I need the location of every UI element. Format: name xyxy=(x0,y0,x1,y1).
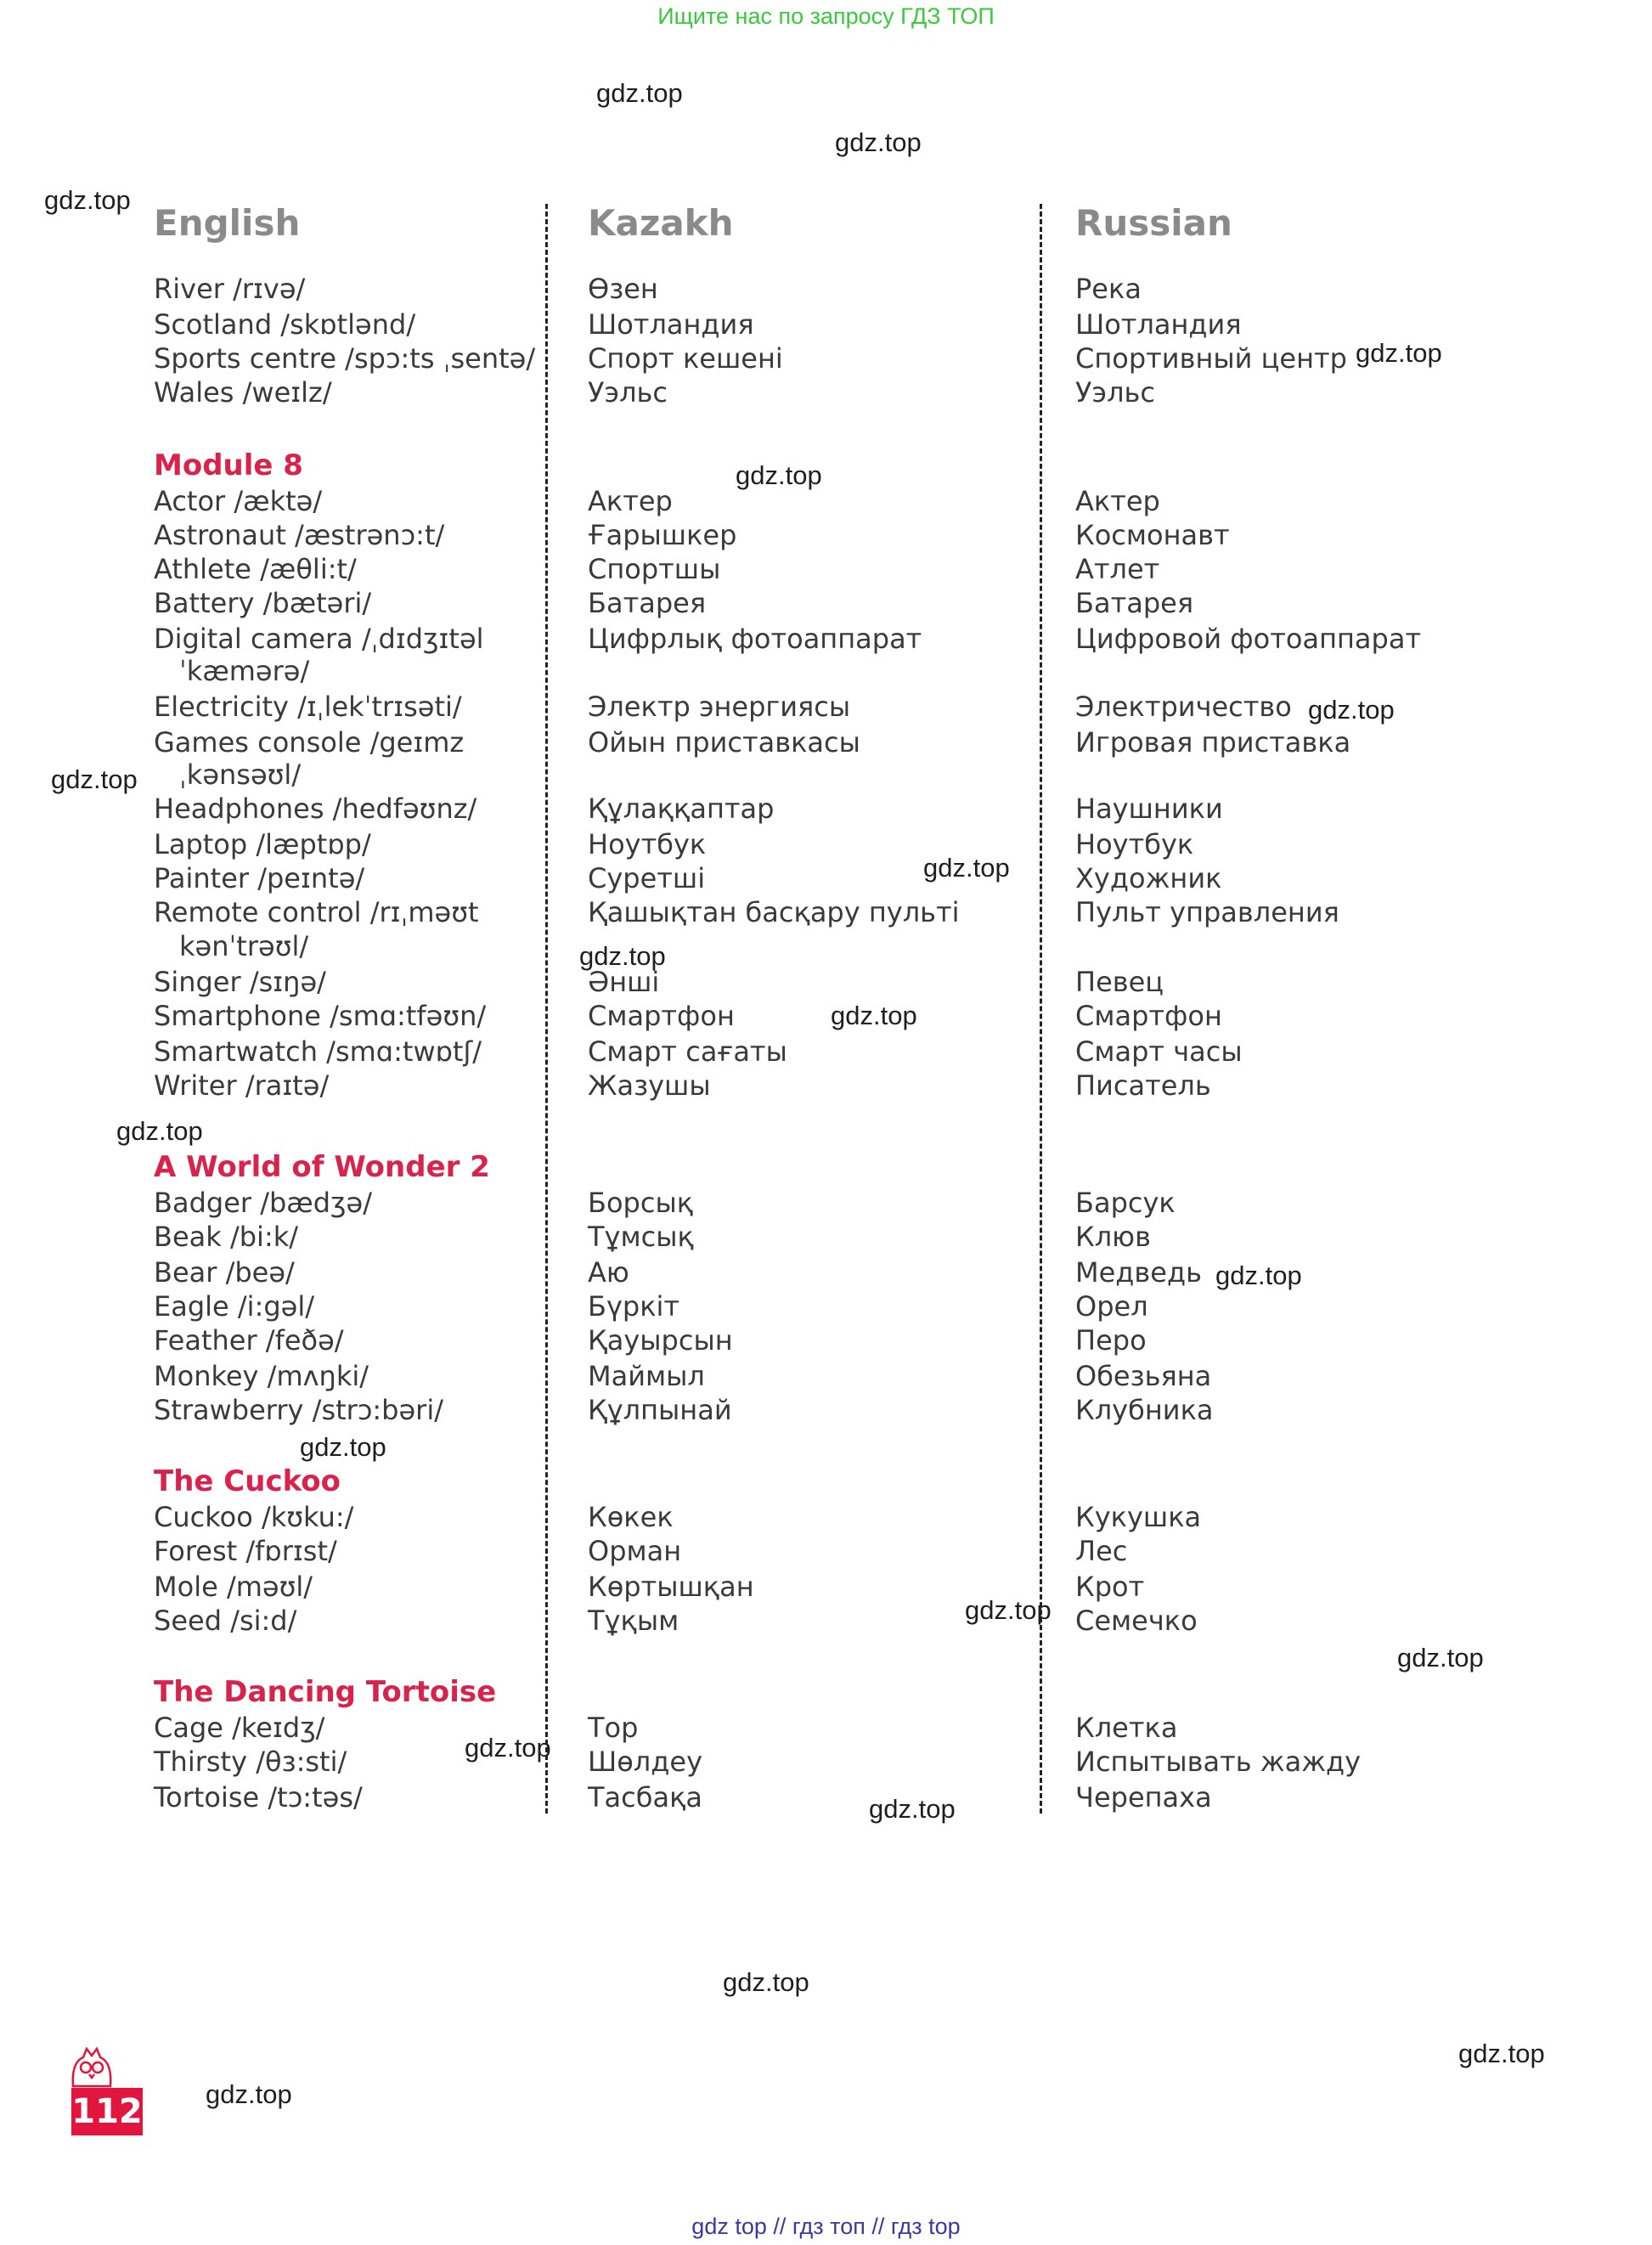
en-entry: Singer /sɪŋə/ xyxy=(154,966,326,998)
kz-entry: Қашықтан басқару пульті xyxy=(588,896,960,928)
ru-entry: Испытывать жажду xyxy=(1075,1746,1362,1778)
en-entry: Bear /beə/ xyxy=(154,1256,295,1289)
ru-entry: Смартфон xyxy=(1075,1000,1222,1032)
kz-entry: Шөлдеу xyxy=(588,1746,702,1778)
ru-entry: Перо xyxy=(1075,1324,1147,1357)
kz-entry: Жазушы xyxy=(588,1069,711,1102)
kz-entry: Суретші xyxy=(588,862,706,894)
ru-entry: Наушники xyxy=(1075,793,1223,825)
watermark-text: gdz.top xyxy=(596,78,683,108)
kz-entry: Батарея xyxy=(588,587,707,619)
en-entry: Beak /bi:k/ xyxy=(154,1221,299,1253)
en-entry: Eagle /i:gəl/ xyxy=(154,1290,315,1323)
en-entry: Painter /peɪntə/ xyxy=(154,862,365,894)
ru-entry: Батарея xyxy=(1075,587,1194,619)
footer-link[interactable]: гдз топ xyxy=(792,2214,865,2239)
kz-entry: Ноутбук xyxy=(588,828,707,860)
russian-header: Russian xyxy=(1075,202,1232,244)
ru-entry: Атлет xyxy=(1075,553,1160,585)
ru-entry: Писатель xyxy=(1075,1069,1211,1102)
kz-entry: Спортшы xyxy=(588,553,721,585)
en-entry: Badger /bædʒə/ xyxy=(154,1187,372,1219)
top-banner[interactable]: Ищите нас по запросу ГДЗ ТОП xyxy=(657,3,995,29)
ru-entry: Орел xyxy=(1075,1290,1148,1323)
kz-entry: Көкек xyxy=(588,1501,674,1533)
ru-entry: Смарт часы xyxy=(1075,1035,1243,1068)
en-entry: Headphones /hedfəʊnz/ xyxy=(154,793,477,825)
ru-entry: Река xyxy=(1075,273,1142,305)
en-entry: Monkey /mʌŋki/ xyxy=(154,1360,369,1392)
english-header: English xyxy=(154,202,301,244)
en-entry-continuation: kənˈtrəʊl/ xyxy=(179,930,309,962)
kz-entry: Қауырсын xyxy=(588,1324,733,1357)
en-entry: Cuckoo /kʊku:/ xyxy=(154,1501,354,1533)
kz-entry: Цифрлық фотоаппарат xyxy=(588,623,922,655)
en-entry: Actor /æktə/ xyxy=(154,485,323,517)
section-world-of-wonder: A World of Wonder 2 xyxy=(154,1150,490,1184)
kz-entry: Өзен xyxy=(588,273,658,305)
en-entry: Battery /bætəri/ xyxy=(154,587,372,619)
ru-entry: Черепаха xyxy=(1075,1781,1212,1813)
kz-entry: Маймыл xyxy=(588,1360,705,1392)
section-module-8: Module 8 xyxy=(154,448,303,482)
ru-entry: Игровая приставка xyxy=(1075,726,1351,759)
kz-entry: Спорт кешені xyxy=(588,342,783,375)
ru-entry: Медведь xyxy=(1075,1256,1202,1289)
watermark-text: gdz.top xyxy=(869,1794,956,1824)
kz-entry: Құлаққаптар xyxy=(588,793,775,825)
footer-separator: // xyxy=(766,2214,792,2239)
ru-entry: Лес xyxy=(1075,1535,1128,1567)
watermark-text: gdz.top xyxy=(965,1595,1052,1625)
watermark-text: gdz.top xyxy=(1458,2039,1545,2068)
watermark-text: gdz.top xyxy=(1397,1643,1484,1672)
watermark-text: gdz.top xyxy=(116,1116,203,1146)
kazakh-header: Kazakh xyxy=(588,202,734,244)
en-entry: Seed /si:d/ xyxy=(154,1605,297,1637)
en-entry: Forest /fɒrɪst/ xyxy=(154,1535,337,1567)
section-the-cuckoo: The Cuckoo xyxy=(154,1464,341,1498)
watermark-text: gdz.top xyxy=(300,1432,386,1462)
footer-separator: // xyxy=(865,2214,891,2239)
ru-entry: Пульт управления xyxy=(1075,896,1339,928)
watermark-text: gdz.top xyxy=(923,853,1010,883)
watermark-text: gdz.top xyxy=(51,764,138,794)
kz-entry: Тор xyxy=(588,1712,639,1744)
ru-entry: Уэльс xyxy=(1075,376,1155,409)
ru-entry: Шотландия xyxy=(1075,308,1242,341)
kz-entry: Актер xyxy=(588,485,673,517)
en-entry: Electricity /ɪˌlekˈtrɪsəti/ xyxy=(154,691,462,723)
ru-entry: Клюв xyxy=(1075,1221,1151,1253)
footer-link[interactable]: гдз top xyxy=(890,2214,961,2239)
en-entry: Sports centre /spɔ:ts ˌsentə/ xyxy=(154,342,536,375)
ru-entry: Кукушка xyxy=(1075,1501,1202,1533)
kz-entry: Ойын приставкасы xyxy=(588,726,860,759)
kz-entry: Смарт сағаты xyxy=(588,1035,787,1068)
en-entry: Mole /məʊl/ xyxy=(154,1571,313,1603)
footer-link[interactable]: gdz top xyxy=(691,2214,767,2239)
en-entry: Smartwatch /smɑ:twɒtʃ/ xyxy=(154,1035,482,1068)
watermark-text: gdz.top xyxy=(1356,338,1442,368)
en-entry: Athlete /æθli:t/ xyxy=(154,553,357,585)
watermark-text: gdz.top xyxy=(1308,695,1395,725)
en-entry: Scotland /skɒtlənd/ xyxy=(154,308,416,341)
ru-entry: Семечко xyxy=(1075,1605,1198,1637)
watermark-text: gdz.top xyxy=(579,941,666,971)
ru-entry: Цифровой фотоаппарат xyxy=(1075,623,1422,655)
en-entry: Tortoise /tɔ:təs/ xyxy=(154,1781,363,1813)
footer-links xyxy=(0,2214,1652,2240)
watermark-text: gdz.top xyxy=(1215,1261,1302,1290)
kz-entry: Шотландия xyxy=(588,308,754,341)
en-entry: Cage /keɪdʒ/ xyxy=(154,1712,325,1744)
en-entry: Writer /raɪtə/ xyxy=(154,1069,330,1102)
watermark-text: gdz.top xyxy=(835,127,922,157)
kz-entry: Құлпынай xyxy=(588,1394,732,1426)
en-entry: Remote control /rɪˌməʊt xyxy=(154,896,479,928)
watermark-text: gdz.top xyxy=(206,2079,292,2109)
column-divider-right xyxy=(1040,204,1042,1813)
ru-entry: Художник xyxy=(1075,862,1222,894)
page-number: 112 xyxy=(71,2088,143,2135)
section-dancing-tortoise: The Dancing Tortoise xyxy=(154,1675,497,1709)
watermark-text: gdz.top xyxy=(465,1733,551,1763)
en-entry: Games console /geɪmz xyxy=(154,726,465,759)
watermark-text: gdz.top xyxy=(831,1001,917,1030)
ru-entry: Крот xyxy=(1075,1571,1145,1603)
en-entry: Strawberry /strɔ:bəri/ xyxy=(154,1394,443,1426)
ru-entry: Клубника xyxy=(1075,1394,1214,1426)
en-entry: Astronaut /æstrənɔ:t/ xyxy=(154,519,445,551)
kz-entry: Тұмсық xyxy=(588,1221,694,1253)
en-entry: Wales /weɪlz/ xyxy=(154,376,332,409)
en-entry: Thirsty /θɜ:sti/ xyxy=(154,1746,347,1778)
en-entry-continuation: ˌkənsəʊl/ xyxy=(179,759,302,791)
en-entry-continuation: ˈkæmərə/ xyxy=(179,655,310,687)
kz-entry: Көртышқан xyxy=(588,1571,754,1603)
kz-entry: Уэльс xyxy=(588,376,668,409)
kz-entry: Аю xyxy=(588,1256,629,1289)
ru-entry: Космонавт xyxy=(1075,519,1230,551)
kz-entry: Бүркіт xyxy=(588,1290,680,1323)
ru-entry: Барсук xyxy=(1075,1187,1176,1219)
kz-entry: Тұқым xyxy=(588,1605,679,1637)
ru-entry: Спортивный центр xyxy=(1075,342,1347,375)
column-divider-left xyxy=(545,204,548,1813)
ru-entry: Обезьяна xyxy=(1075,1360,1212,1392)
en-entry: Feather /feðə/ xyxy=(154,1324,344,1357)
kz-entry: Ғарышкер xyxy=(588,519,737,551)
kz-entry: Электр энергиясы xyxy=(588,691,851,723)
owl-mascot-icon xyxy=(66,2045,117,2088)
en-entry: Digital camera /ˌdɪdʒɪtəl xyxy=(154,623,484,655)
ru-entry: Ноутбук xyxy=(1075,828,1194,860)
en-entry: Smartphone /smɑ:tfəʊn/ xyxy=(154,1000,487,1032)
watermark-text: gdz.top xyxy=(723,1967,809,1997)
en-entry: Laptop /læptɒp/ xyxy=(154,828,371,860)
ru-entry: Электричество xyxy=(1075,691,1292,723)
kz-entry: Әнші xyxy=(588,966,660,998)
ru-entry: Клетка xyxy=(1075,1712,1178,1744)
ru-entry: Актер xyxy=(1075,485,1160,517)
watermark-text: gdz.top xyxy=(736,460,822,490)
kz-entry: Смартфон xyxy=(588,1000,735,1032)
ru-entry: Певец xyxy=(1075,966,1164,998)
kz-entry: Тасбақа xyxy=(588,1781,703,1813)
kz-entry: Орман xyxy=(588,1535,682,1567)
watermark-text: gdz.top xyxy=(44,185,131,215)
en-entry: River /rɪvə/ xyxy=(154,273,306,305)
kz-entry: Борсық xyxy=(588,1187,694,1219)
